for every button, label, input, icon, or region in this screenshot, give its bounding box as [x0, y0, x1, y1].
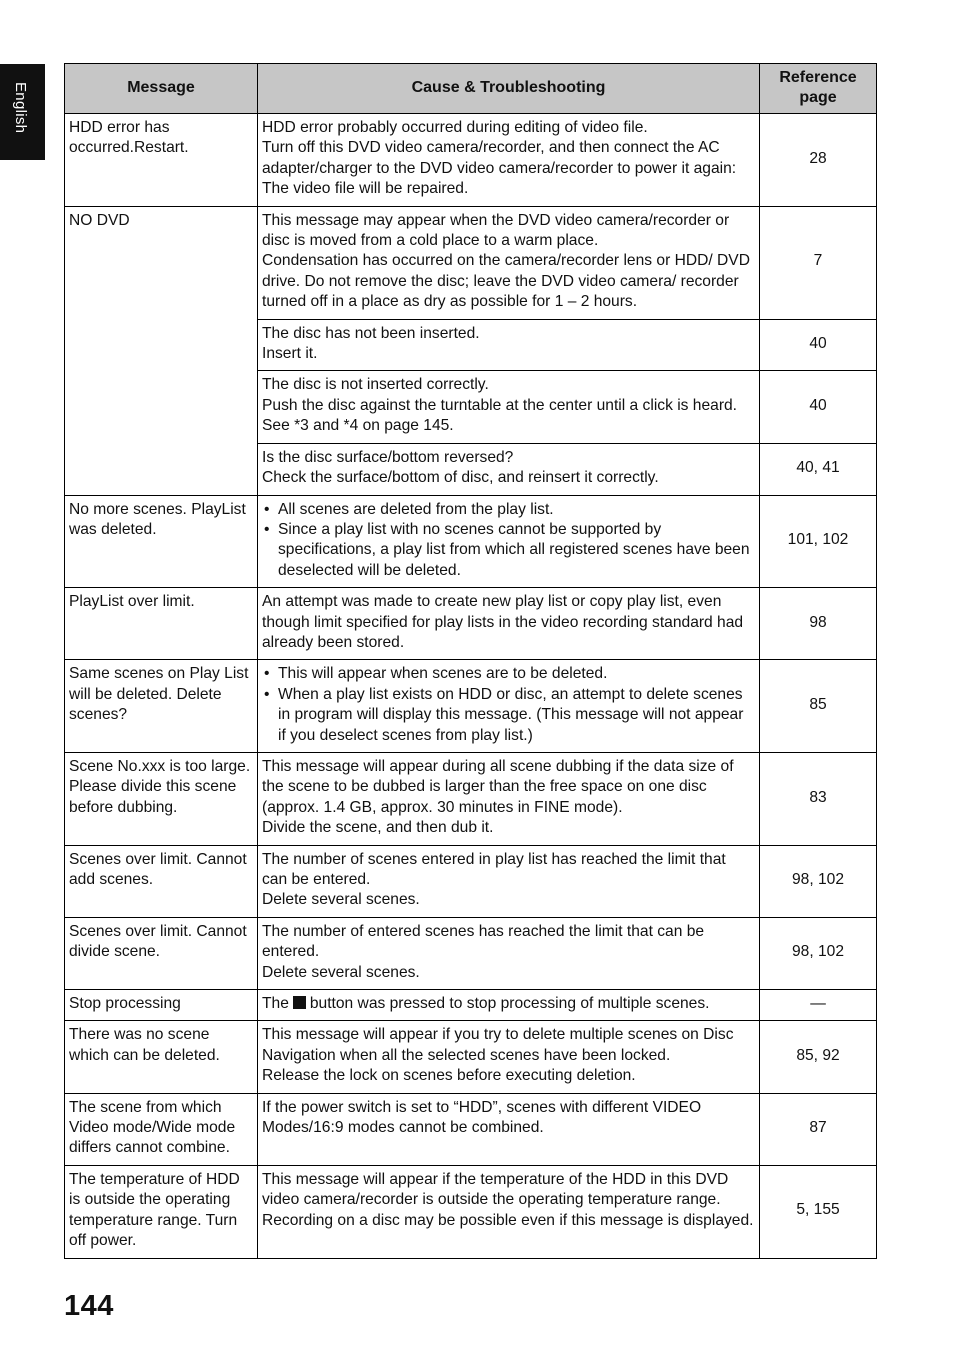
page-number: 144 — [64, 1290, 114, 1322]
cause-cell — [258, 752, 760, 845]
message-cell: No more scenes. PlayList was deleted. — [65, 495, 258, 588]
cause-cell — [258, 990, 760, 1021]
table-header-row — [65, 64, 877, 114]
stop-button-icon — [293, 996, 306, 1009]
table-row — [65, 114, 877, 207]
cause-line: Divide the scene, and then dub it. — [262, 819, 494, 837]
cause-cell — [258, 917, 760, 989]
message-cell: There was no scene which can be deleted. — [65, 1021, 258, 1093]
bullet-item: • This will appear when scenes are to be deleted. — [262, 664, 755, 684]
bullet-item: • All scenes are deleted from the play list. — [262, 500, 755, 520]
message-cell: Stop processing — [65, 990, 258, 1021]
header-cause: Cause & Troubleshooting — [258, 64, 760, 114]
cause-cell — [258, 206, 760, 319]
reference-cell: 98, 102 — [760, 917, 877, 989]
message-cell: NO DVD — [65, 206, 258, 495]
cause-cell — [258, 495, 760, 588]
message-cell: Scenes over limit. Cannot divide scene. — [65, 917, 258, 989]
bullet-list — [262, 500, 755, 582]
cause-cell — [258, 443, 760, 495]
cause-line: Condensation has occurred on the camera/recorder lens or HDD/ DVD drive. Do not remove the disc; leave the DVD video camera/ recorder turned off in a place as dry as possible for 1 – 2 hours. — [262, 252, 750, 311]
bullet-item: • When a play list exists on HDD or disc, an attempt to delete scenes in program will display this message. (This message will not appear if you deselect scenes from play list.) — [262, 685, 755, 746]
cause-line: See *3 and *4 on page 145. — [262, 417, 454, 435]
reference-cell: 28 — [760, 114, 877, 207]
troubleshooting-table — [64, 63, 877, 1259]
cause-line: Release the lock on scenes before executing deletion. — [262, 1067, 636, 1085]
table-row — [65, 990, 877, 1021]
bullet-list — [262, 664, 755, 746]
cause-line: An attempt was made to create new play list or copy play list, even though limit specified for play lists in the video recording standard had already been stored. — [262, 593, 744, 651]
message-cell: PlayList over limit. — [65, 588, 258, 660]
reference-cell: 40, 41 — [760, 443, 877, 495]
table-row — [65, 1165, 877, 1258]
cause-cell — [258, 588, 760, 660]
reference-cell: 40 — [760, 319, 877, 371]
cause-cell — [258, 1093, 760, 1165]
cause-text-before: The — [262, 995, 289, 1013]
cause-cell — [258, 371, 760, 443]
cause-line: If the power switch is set to “HDD”, scenes with different VIDEO Modes/16:9 modes cannot be combined. — [262, 1098, 702, 1137]
cause-cell — [258, 660, 760, 753]
header-reference: Reference page — [760, 64, 877, 114]
cause-line: HDD error probably occurred during editing of video file. — [262, 119, 648, 136]
cause-line: Is the disc surface/bottom reversed? — [262, 448, 514, 466]
reference-cell: 85, 92 — [760, 1021, 877, 1093]
message-cell: The temperature of HDD is outside the operating temperature range. Turn off power. — [65, 1165, 258, 1258]
message-cell: HDD error has occurred.Restart. — [65, 114, 258, 207]
reference-cell: 98, 102 — [760, 845, 877, 917]
table-row — [65, 1021, 877, 1093]
reference-cell: 83 — [760, 752, 877, 845]
cause-cell — [258, 319, 760, 371]
reference-cell: — — [760, 990, 877, 1021]
message-cell: Scenes over limit. Cannot add scenes. — [65, 845, 258, 917]
cause-line: The disc is not inserted correctly. — [262, 376, 489, 394]
cause-line: This message will appear if you try to delete multiple scenes on Disc Navigation when all the selected scenes have been locked. — [262, 1026, 734, 1064]
reference-cell: 85 — [760, 660, 877, 753]
reference-cell: 87 — [760, 1093, 877, 1165]
table-row — [65, 917, 877, 989]
header-message: Message — [65, 64, 258, 114]
table-row — [65, 752, 877, 845]
cause-line: Delete several scenes. — [262, 891, 420, 909]
reference-cell: 101, 102 — [760, 495, 877, 588]
reference-cell: 98 — [760, 588, 877, 660]
cause-cell — [258, 1165, 760, 1258]
cause-cell — [258, 1021, 760, 1093]
language-tab-label: English — [12, 82, 29, 134]
cause-line: This message may appear when the DVD video camera/recorder or disc is moved from a cold place to a warm place. — [262, 211, 730, 250]
cause-line: This message will appear during all scene dubbing if the data size of the scene to be dubbed is larger than the free space on one disc (approx. 1.4 GB, approx. 30 minutes in FINE mode). — [262, 757, 734, 816]
cause-cell — [258, 845, 760, 917]
cause-line: Insert it. — [262, 345, 318, 363]
table-row — [65, 1093, 877, 1165]
cause-line: The number of scenes entered in play list has reached the limit that can be entered. — [262, 850, 726, 888]
cause-cell — [258, 114, 760, 207]
language-tab — [0, 64, 45, 160]
table-row — [65, 206, 877, 319]
table-row — [65, 845, 877, 917]
cause-line: The number of entered scenes has reached the limit that can be entered. — [262, 922, 705, 961]
table-row — [65, 660, 877, 753]
table-row — [65, 588, 877, 660]
reference-cell: 5, 155 — [760, 1165, 877, 1258]
cause-line: Push the disc against the turntable at the center until a click is heard. — [262, 396, 738, 414]
cause-line: This message will appear if the temperature of the HDD in this DVD video camera/recorder is outside the operating temperature range. Recording on a disc may be possible even if this message is displayed. — [262, 1170, 754, 1229]
message-cell: Scene No.xxx is too large. Please divide this scene before dubbing. — [65, 752, 258, 845]
message-cell: Same scenes on Play List will be deleted. Delete scenes? — [65, 660, 258, 753]
message-cell: The scene from which Video mode/Wide mode differs cannot combine. — [65, 1093, 258, 1165]
cause-line: Delete several scenes. — [262, 963, 420, 981]
cause-line: Check the surface/bottom of disc, and reinsert it correctly. — [262, 469, 659, 487]
cause-text-after: button was pressed to stop processing of multiple scenes. — [309, 995, 710, 1013]
reference-cell: 7 — [760, 206, 877, 319]
cause-line: The disc has not been inserted. — [262, 324, 480, 342]
reference-cell: 40 — [760, 371, 877, 443]
cause-line: Turn off this DVD video camera/recorder, and then connect the AC adapter/charger to the DVD video camera/recorder to power it again: The video file will be repaired. — [262, 139, 737, 198]
table-row — [65, 495, 877, 588]
bullet-item: • Since a play list with no scenes cannot be supported by specifications, a play list from which all registered scenes have been deselected will be deleted. — [262, 520, 755, 581]
